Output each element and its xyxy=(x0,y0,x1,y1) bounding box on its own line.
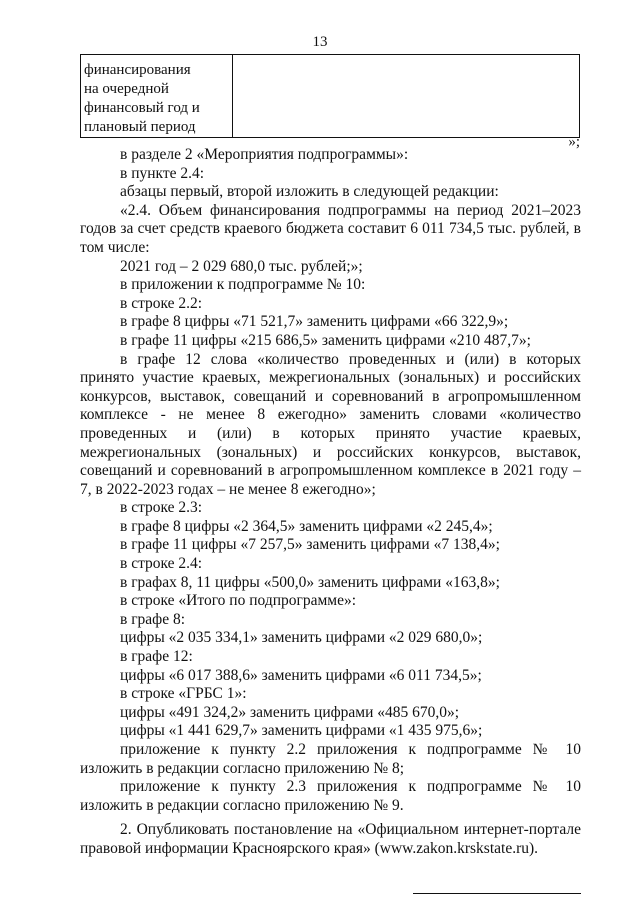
paragraph: приложение к пункту 2.2 приложения к подпрограмме № 10 изложить в редакции согласно приложению № 8; xyxy=(80,741,581,777)
paragraph: в приложении к подпрограмме № 10: xyxy=(120,276,366,294)
paragraph: в пункте 2.4: xyxy=(120,164,205,182)
table-cell-line: финансовый год и xyxy=(84,100,200,116)
paragraph: «2.4. Объем финансирования подпрограммы на период 2021–2023 годов за счет средств краевого бюджета составит 6 011 734,5 тыс. рублей, в том числе: xyxy=(80,201,581,256)
table-cell-line: плановый период xyxy=(84,119,196,135)
table-left-cell xyxy=(81,55,233,138)
paragraph: в графе 8 цифры «2 364,5» заменить цифрами «2 245,4»; xyxy=(120,517,493,535)
paragraph: цифры «491 324,2» заменить цифрами «485 670,0»; xyxy=(120,703,460,721)
paragraph: цифры «2 035 334,1» заменить цифрами «2 029 680,0»; xyxy=(120,629,483,647)
paragraph: цифры «6 017 388,6» заменить цифрами «6 011 734,5»; xyxy=(120,666,482,684)
closing-quote: »; xyxy=(568,134,580,150)
table-right-cell xyxy=(233,55,580,138)
paragraph: в строке 2.4: xyxy=(120,555,203,573)
paragraph: в графе 11 цифры «215 686,5» заменить цифрами «210 487,7»; xyxy=(120,331,531,349)
paragraph: приложение к пункту 2.3 приложения к подпрограмме № 10 изложить в редакции согласно приложению № 9. xyxy=(80,778,581,814)
signature-rule xyxy=(413,893,581,894)
paragraph: в графе 8 цифры «71 521,7» заменить цифрами «66 322,9»; xyxy=(120,313,509,331)
table-cell-line: финансирования xyxy=(84,62,191,78)
publication-paragraph: 2. Опубликовать постановление на «Официальном интернет-портале правовой информации Красноярского края» (www.zakon.krskstate.ru). xyxy=(80,821,581,857)
paragraph: в строке 2.2: xyxy=(120,294,203,312)
paragraph: цифры «1 441 629,7» заменить цифрами «1 435 975,6»; xyxy=(120,722,483,740)
paragraph: 2021 год – 2 029 680,0 тыс. рублей;»; xyxy=(120,257,363,275)
paragraph: в строке 2.3: xyxy=(120,499,203,517)
paragraph: в графе 11 цифры «7 257,5» заменить цифрами «7 138,4»; xyxy=(120,536,500,554)
paragraph: в разделе 2 «Мероприятия подпрограммы»: xyxy=(120,146,409,163)
paragraph: в графе 8: xyxy=(120,610,186,628)
paragraph: в строке «ГРБС 1»: xyxy=(120,685,247,703)
page-number: 13 xyxy=(312,34,328,50)
paragraph: в графе 12 слова «количество проведенных и (или) в которых принято участие краевых, межрегиональных (зональных) и российских конкурсов, выставок, совещаний и соревнований в агропромышленном комплексе - не менее 8 ежегодно» заменить словами «количество проведенных и (или) в которых принято участие краевых, межрегиональных (зональных) и российских конкурсов, выставок, совещаний и соревнований в агропромышленном комплексе в 2021 году – 7, в 2022-2023 годах – не менее 8 ежегодно»; xyxy=(80,350,581,498)
paragraph: в строке «Итого по подпрограмме»: xyxy=(120,592,357,610)
paragraph: в графах 8, 11 цифры «500,0» заменить цифрами «163,8»; xyxy=(120,573,500,591)
paragraph: в графе 12: xyxy=(120,648,193,666)
funding-table-fragment xyxy=(80,54,580,138)
paragraph: абзацы первый, второй изложить в следующей редакции: xyxy=(120,183,499,201)
document-body xyxy=(80,146,581,859)
table-cell-line: на очередной xyxy=(84,81,169,97)
